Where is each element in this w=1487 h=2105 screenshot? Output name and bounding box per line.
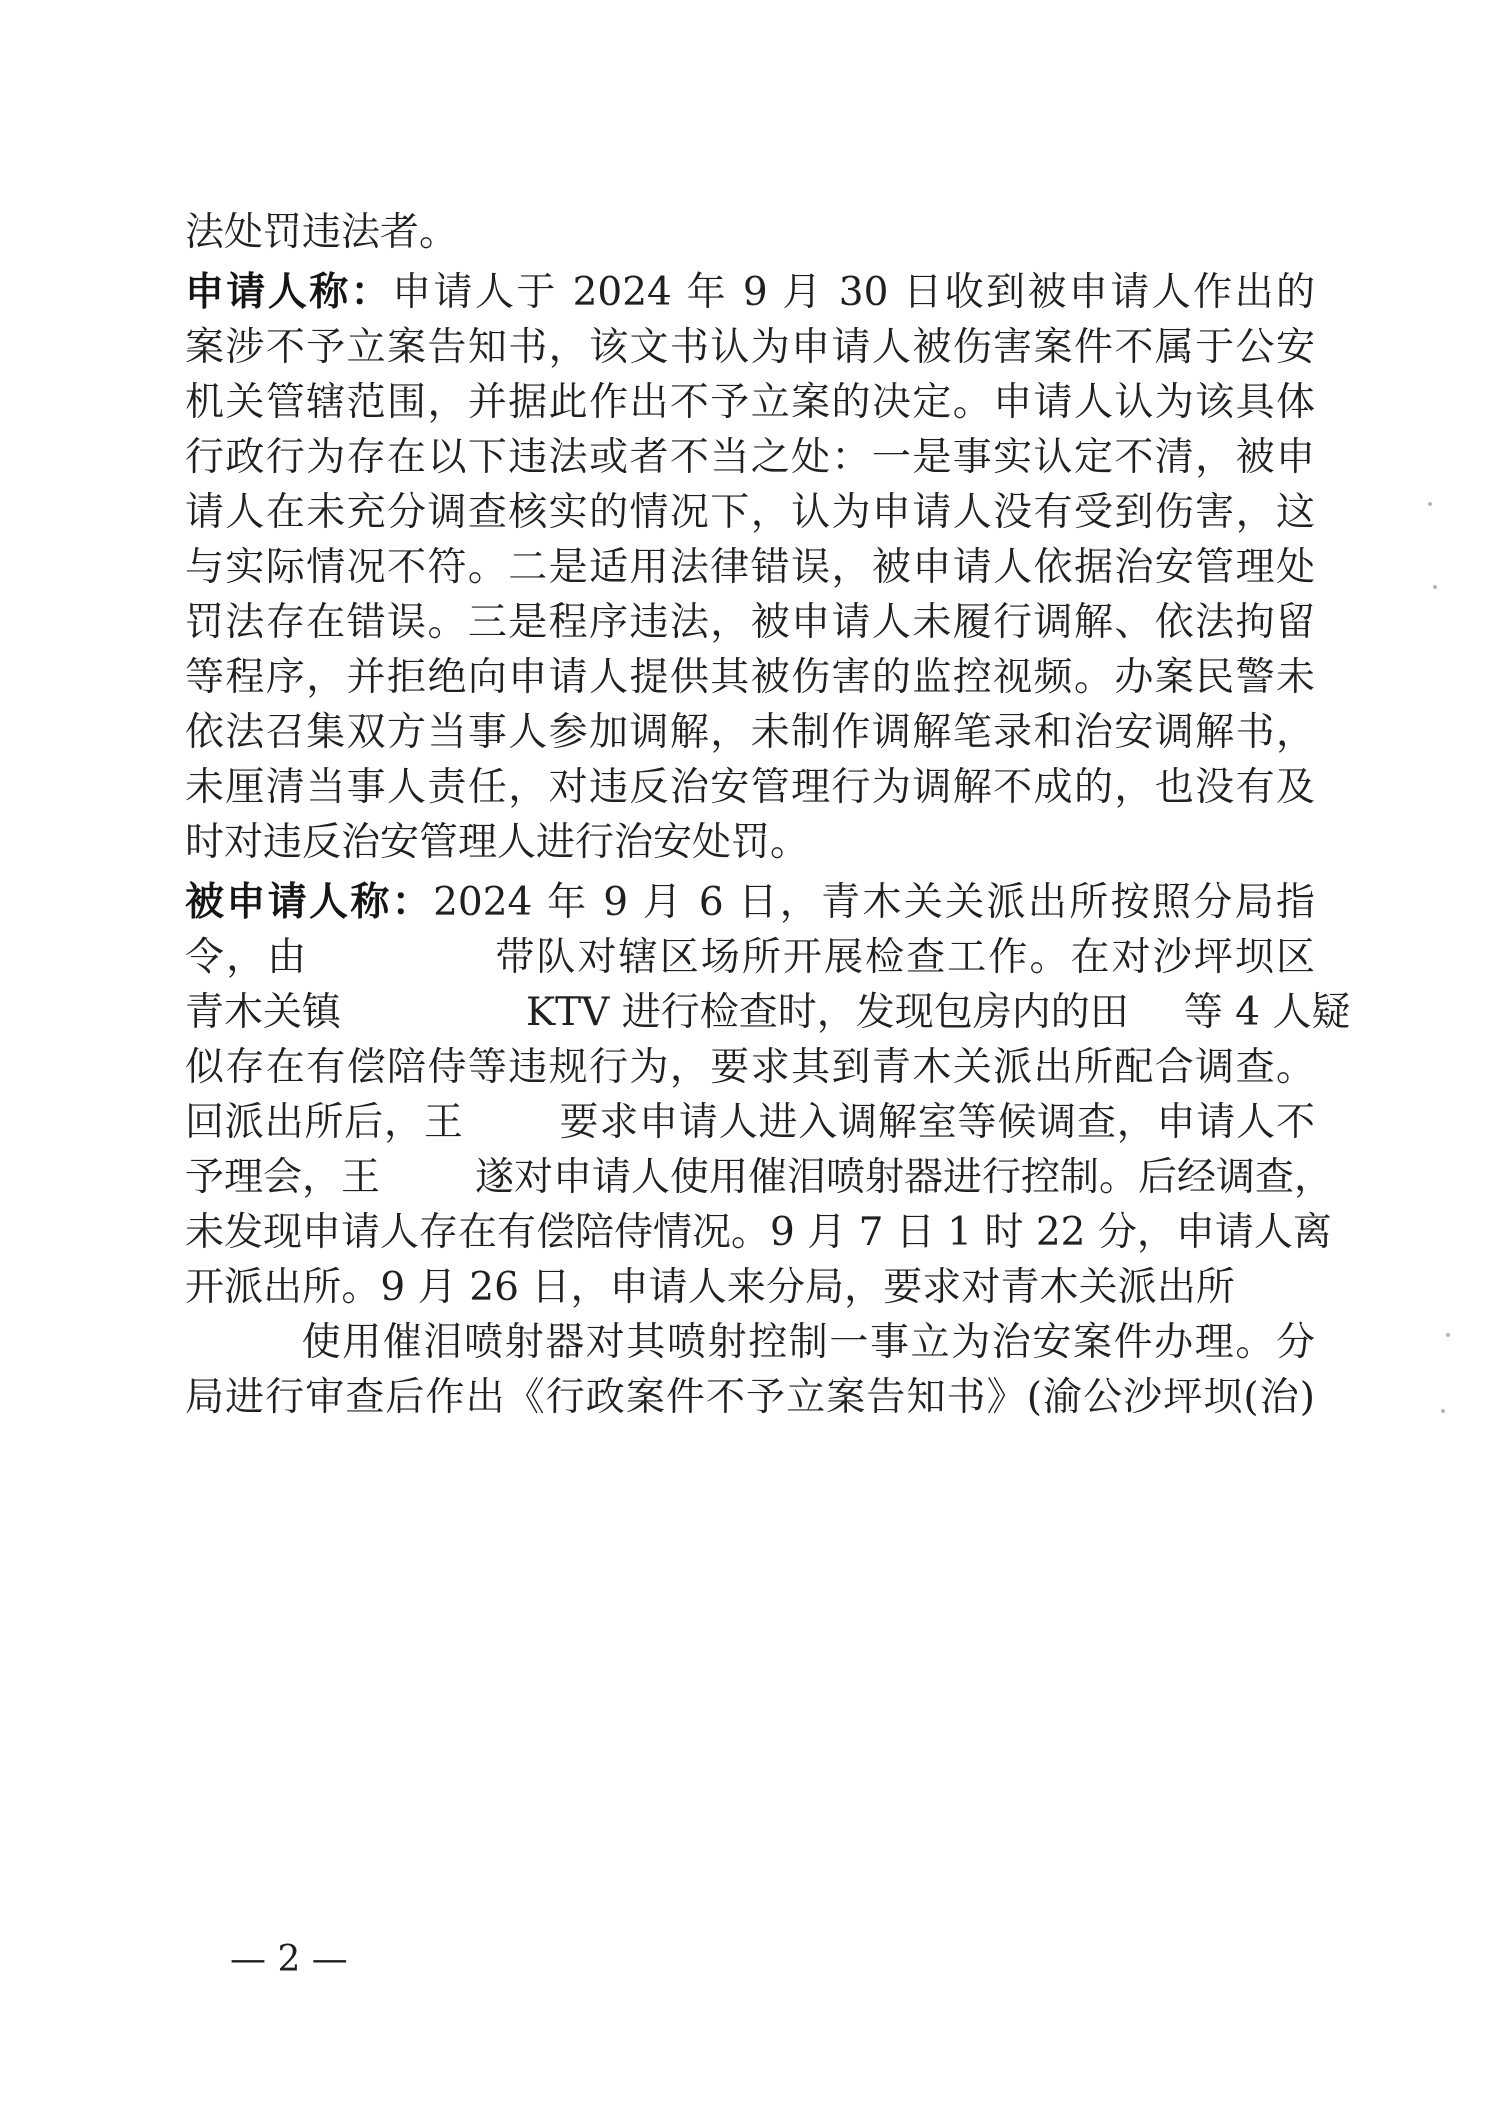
text-line-15: 青木关镇 KTV 进行检查时，发现包房内的田 等 4 人疑 — [185, 990, 1351, 1035]
scan-speck — [1441, 1409, 1445, 1413]
page-number: — 2 — — [230, 1939, 348, 1980]
text-line-6: 请人在未充分调查核实的情况下，认为申请人没有受到伤害，这 — [185, 490, 1315, 535]
redacted-name — [185, 1325, 300, 1365]
scan-speck — [1428, 502, 1432, 506]
text-line-20: 开派出所。9 月 26 日，申请人来分局，要求对青木关派出所 — [185, 1253, 1315, 1323]
text-line-11: 未厘清当事人责任，对违反治安管理行为调解不成的，也没有及 — [185, 765, 1315, 810]
text-line-5: 行政行为存在以下违法或者不当之处：一是事实认定不清，被申 — [185, 435, 1315, 480]
text-line-21: 使用催泪喷射器对其喷射控制一事立为治安案件办理。分 — [185, 1308, 1315, 1378]
text-line-9: 等程序，并拒绝向申请人提供其被伤害的监控视频。办案民警未 — [185, 655, 1315, 700]
redacted-venue — [341, 995, 526, 1035]
redacted-name — [308, 940, 493, 980]
scan-speck — [1446, 1333, 1450, 1337]
redacted-name — [380, 1160, 475, 1200]
scan-speck — [1433, 585, 1437, 589]
respondent-statement-label: 被申请人称： — [185, 880, 434, 925]
text-line-18: 予理会，王 遂对申请人使用催泪喷射器进行控制。后经调查， — [185, 1155, 1334, 1200]
text-line-3: 案涉不予立案告知书，该文书认为申请人被伤害案件不属于公安 — [185, 325, 1315, 370]
text-line-12: 时对违反治安管理人进行治安处罚。 — [185, 820, 810, 865]
text-line-10: 依法召集双方当事人参加调解，未制作调解笔录和治安调解书， — [185, 710, 1315, 755]
text-line-22: 局进行审查后作出《行政案件不予立案告知书》(渝公沙坪坝(治) — [185, 1375, 1315, 1420]
text-line-4: 机关管辖范围，并据此作出不予立案的决定。申请人认为该具体 — [185, 380, 1315, 425]
redacted-name — [1235, 1270, 1315, 1310]
text-line-17: 回派出所后，王 要求申请人进入调解室等候调查，申请人不 — [185, 1100, 1315, 1145]
text-line-14: 令，由 带队对辖区场所开展检查工作。在对沙坪坝区 — [185, 935, 1315, 980]
redacted-name — [464, 1105, 559, 1145]
text-line-7: 与实际情况不符。二是适用法律错误，被申请人依据治安管理处 — [185, 545, 1315, 590]
text-line-1: 法处罚违法者。 — [185, 210, 459, 255]
text-line-19: 未发现申请人存在有偿陪侍情况。9 月 7 日 1 时 22 分，申请人离 — [185, 1210, 1332, 1255]
text-line-8: 罚法存在错误。三是程序违法，被申请人未履行调解、依法拘留 — [185, 600, 1315, 645]
text-line-13: 被申请人称：2024 年 9 月 6 日，青木关关派出所按照分局指 — [185, 880, 1315, 925]
text-line-2: 申请人称：申请人于 2024 年 9 月 30 日收到被申请人作出的 — [185, 270, 1315, 315]
text-line-16: 似存在有偿陪侍等违规行为，要求其到青木关派出所配合调查。 — [185, 1045, 1315, 1090]
redacted-name — [1129, 995, 1184, 1035]
applicant-statement-label: 申请人称： — [185, 270, 393, 315]
